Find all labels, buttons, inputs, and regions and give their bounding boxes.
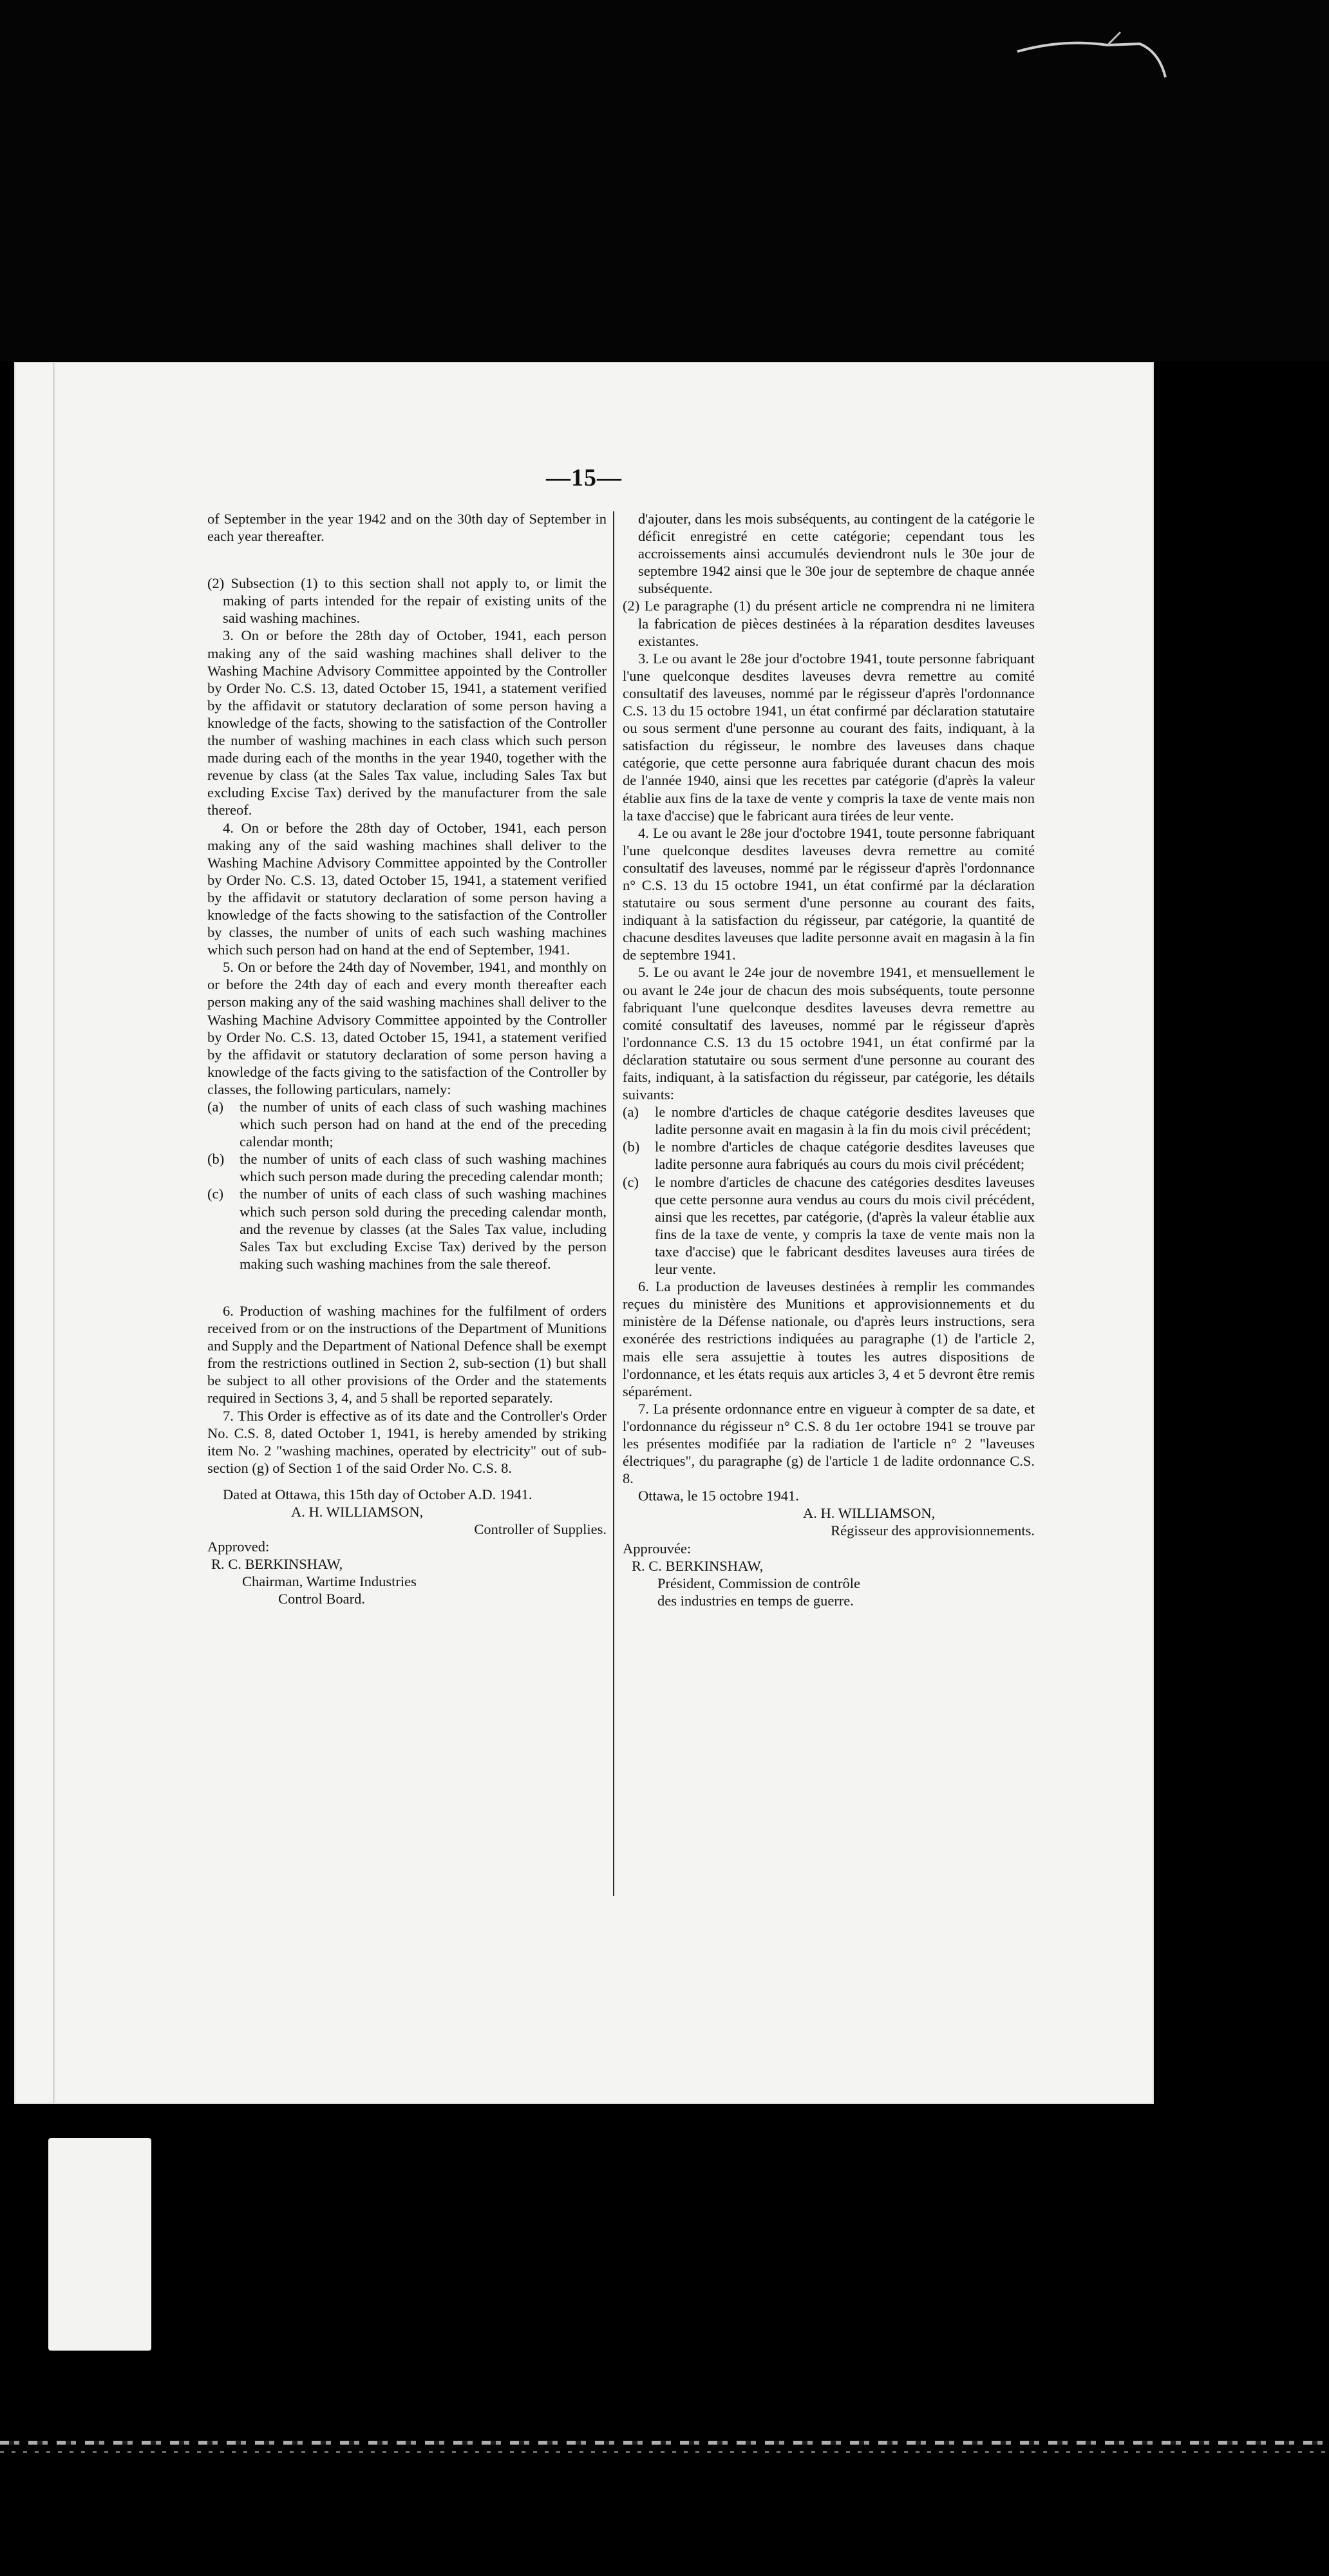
approver-title: Président, Commission de contrôle — [657, 1575, 860, 1591]
paragraph-continuation: of September in the year 1942 and on the 30th day of September in each year thereafter. — [207, 511, 607, 545]
list-label: (c) — [623, 1173, 639, 1190]
list-item-a — [623, 1103, 1035, 1138]
approver-name: R. C. BERKINSHAW, — [632, 1557, 764, 1574]
paragraph-section-6: 6. Production of washing machines for the fulfilment of orders received from or on the instructions of the Department of Munitions and Supply and the Department of National Defence shall be exempt from the restrictions outlined in Section 2, sub-section (1) but shall be subject to all other provisions of the Order and the statements required in Sections 3, 4, and 5 shall be reported separately. — [207, 1302, 607, 1406]
list-text: the number of units of each class of such washing machines which such person had on hand at the end of the preceding calendar month; — [240, 1099, 607, 1150]
paragraph-subsection-2: (2) Le paragraphe (1) du présent article ne comprendra ni ne limitera la fabrication de pièces destinées à la réparation desdites laveuses existantes. — [623, 598, 1035, 649]
paragraph-section-5: 5. Le ou avant le 24e jour de novembre 1941, et mensuellement le ou avant le 24e jour de chacun des mois subséquents, toute personne fabriquant l'une quelconque desdites laveuses devra remettre au comité consultatif des laveuses, nommé par le régisseur d'après l'ordonnance C.S. 13 du 15 octobre 1941, un état confirmé par la déclaration statutaire ou sous serment d'une personne au courant des faits, indiquant, à la satisfaction du régisseur, par catégorie, les détails suivants: — [623, 964, 1035, 1103]
microfilm-target-card — [48, 2138, 151, 2351]
list-text: le nombre d'articles de chacune des catégories desdites laveuses que cette personne aura vendus au cours du mois civil précédent, ainsi que les recettes, par catégorie, (d'après la valeur établie aux fins de la taxe de vente, y compris la taxe de vente mais non la taxe d'accise) que le fabricant desdites laveuses aura tirées de leur vente. — [655, 1173, 1035, 1278]
paragraph-section-3: 3. On or before the 28th day of October, 1941, each person making any of the said washing machines shall deliver to the Washing Machine Advisory Committee appointed by the Controller by Order No. C.S. 13, dated October 15, 1941, a statement verified by the affidavit or statutory declaration of some person having a knowledge of the facts, showing to the satisfaction of the Controller the number of washing machines in each class which such person made during each of the months in the year 1940, together with the revenue by class (at the Sales Tax value, including Sales Tax but excluding Excise Tax) derived by the manufacturer from the sale thereof. — [207, 627, 607, 819]
english-column — [207, 510, 607, 1608]
document-page — [14, 362, 1154, 2104]
approver-title: des industries en temps de guerre. — [657, 1592, 854, 1609]
list-text: the number of units of each class of such washing machines which such person sold during the preceding calendar month, and the revenue by classes (at the Sales Tax value, including Sales Tax but excluding Excise Tax) derived by the person making such washing machines from the sale thereof. — [240, 1186, 607, 1272]
signer-title: Controller of Supplies. — [474, 1521, 607, 1538]
scan-scratch-mark — [1011, 26, 1178, 84]
list-item-a — [207, 1098, 607, 1150]
approved-label: Approuvée: — [623, 1540, 692, 1557]
signer-name: A. H. WILLIAMSON, — [291, 1503, 424, 1520]
list-text: le nombre d'articles de chaque catégorie desdites laveuses que ladite personne aura fabriqués au cours du mois civil précédent; — [655, 1139, 1035, 1173]
page-binding-edge — [53, 362, 55, 2104]
list-label: (c) — [207, 1186, 223, 1202]
list-item-b — [207, 1150, 607, 1185]
paragraph-section-5: 5. On or before the 24th day of November, 1941, and monthly on or before the 24th day of each and every month thereafter each person making any of the said washing machines shall deliver to the Washing Machine Advisory Committee appointed by the Controller by Order No. C.S. 13, dated October 15, 1941, a statement verified by the affidavit or statutory declaration of some person having a knowledge of the facts giving to the satisfaction of the Controller by classes, the following particulars, namely: — [207, 959, 607, 1097]
signer-title: Régisseur des approvisionnements. — [831, 1522, 1035, 1539]
list-label: (b) — [623, 1139, 640, 1155]
list-item-c — [207, 1185, 607, 1272]
dated-line: Dated at Ottawa, this 15th day of October A.D. 1941. — [223, 1486, 533, 1502]
column-divider — [613, 511, 614, 1896]
film-edge-line — [0, 2451, 1329, 2453]
approver-title: Control Board. — [278, 1591, 365, 1607]
list-item-c — [623, 1173, 1035, 1278]
approved-label: Approved: — [207, 1539, 270, 1555]
approver-name: R. C. BERKINSHAW, — [211, 1556, 343, 1573]
film-edge-line — [0, 2441, 1329, 2445]
page-number: —15— — [546, 464, 622, 491]
list-label: (a) — [623, 1104, 639, 1121]
list-text: the number of units of each class of such washing machines which such person made during the preceding calendar month; — [240, 1151, 607, 1185]
paragraph-section-4: 4. On or before the 28th day of October, 1941, each person making any of the said washing machines shall deliver to the Washing Machine Advisory Committee appointed by the Controller by Order No. C.S. 13, dated October 15, 1941, a statement verified by the affidavit or statutory declaration of some person having a knowledge of the facts showing to the satisfaction of the Controller by classes, the number of units of each such washing machines which such person had on hand at the end of September, 1941. — [207, 819, 607, 958]
approver-title: Chairman, Wartime Industries — [242, 1573, 417, 1590]
paragraph-subsection-2: (2) Subsection (1) to this section shall not apply to, or limit the making of parts intended for the repair of existing units of the said washing machines. — [207, 575, 607, 627]
list-item-b — [623, 1138, 1035, 1173]
paragraph-continuation: d'ajouter, dans les mois subséquents, au contingent de la catégorie le déficit enregistré en cette catégorie; cependant tous les accroissements ainsi accumulés deviendront nuls le 30e jour de septembre 1942 ainsi que le 30e jour de septembre de chaque année subséquente. — [638, 511, 1035, 597]
list-text: le nombre d'articles de chaque catégorie desdites laveuses que ladite personne avait en magasin à la fin du mois civil précédent; — [655, 1104, 1035, 1138]
french-column — [623, 510, 1035, 1609]
list-label: (b) — [207, 1151, 225, 1168]
dated-line: Ottawa, le 15 octobre 1941. — [638, 1488, 799, 1504]
paragraph-section-6: 6. La production de laveuses destinées à remplir les commandes reçues du ministère des Munitions et approvisionnements et du ministère de la Défense nationale, ou d'après leurs instructions, sera exonérée des restrictions indiquées au paragraphe (1) de l'article 2, mais elle sera assujettie à toutes les autres dispositions de l'ordonnance, et les états requis aux articles 3, 4 et 5 devront être remis séparément. — [623, 1278, 1035, 1399]
paragraph-section-4: 4. Le ou avant le 28e jour d'octobre 1941, toute personne fabriquant l'une quelconque desdites laveuses devra remettre au comité consultatif des laveuses, nommé par le régisseur d'après l'ordonnance n° C.S. 13 du 15 octobre 1941, un état confirmé par la déclaration statutaire ou sous serment d'une personne au courant des faits, indiquant à la satisfaction du régisseur, par catégorie, la quantité de chacune desdites laveuses que ladite personne avait en magasin à la fin de septembre 1941. — [623, 824, 1035, 963]
paragraph-section-7: 7. La présente ordonnance entre en vigueur à compter de sa date, et l'ordonnance du régisseur n° C.S. 8 du 1er octobre 1941 se trouve par les présentes modifiée par la radiation de l'article n° 2 "laveuses électriques", du paragraphe (g) de l'article 1 de ladite ordonnance C.S. 8. — [623, 1400, 1035, 1487]
list-label: (a) — [207, 1099, 223, 1115]
signer-name: A. H. WILLIAMSON, — [803, 1505, 936, 1522]
paragraph-section-3: 3. Le ou avant le 28e jour d'octobre 1941, toute personne fabriquant l'une quelconque desdites laveuses devra remettre au comité consultatif des laveuses, nommé par le régisseur d'après l'ordonnance C.S. 13 du 15 octobre 1941, un état confirmé par déclaration statutaire ou sous serment d'une personne au courant des faits, indiquant, à la satisfaction du régisseur, le nombre des laveuses dans chaque catégorie, que cette personne aura fabriquée durant chacun des mois de l'année 1940, ainsi que les recettes par catégorie (d'après la valeur établie aux fins de la taxe de vente y compris la taxe de vente mais non la taxe d'accise) que le fabricant aura tirées de leur vente. — [623, 650, 1035, 824]
paragraph-section-7: 7. This Order is effective as of its date and the Controller's Order No. C.S. 8, dated October 1, 1941, is hereby amended by striking item No. 2 "washing machines, operated by electricity" out of sub-section (g) of Section 1 of the said Order No. C.S. 8. — [207, 1407, 607, 1476]
